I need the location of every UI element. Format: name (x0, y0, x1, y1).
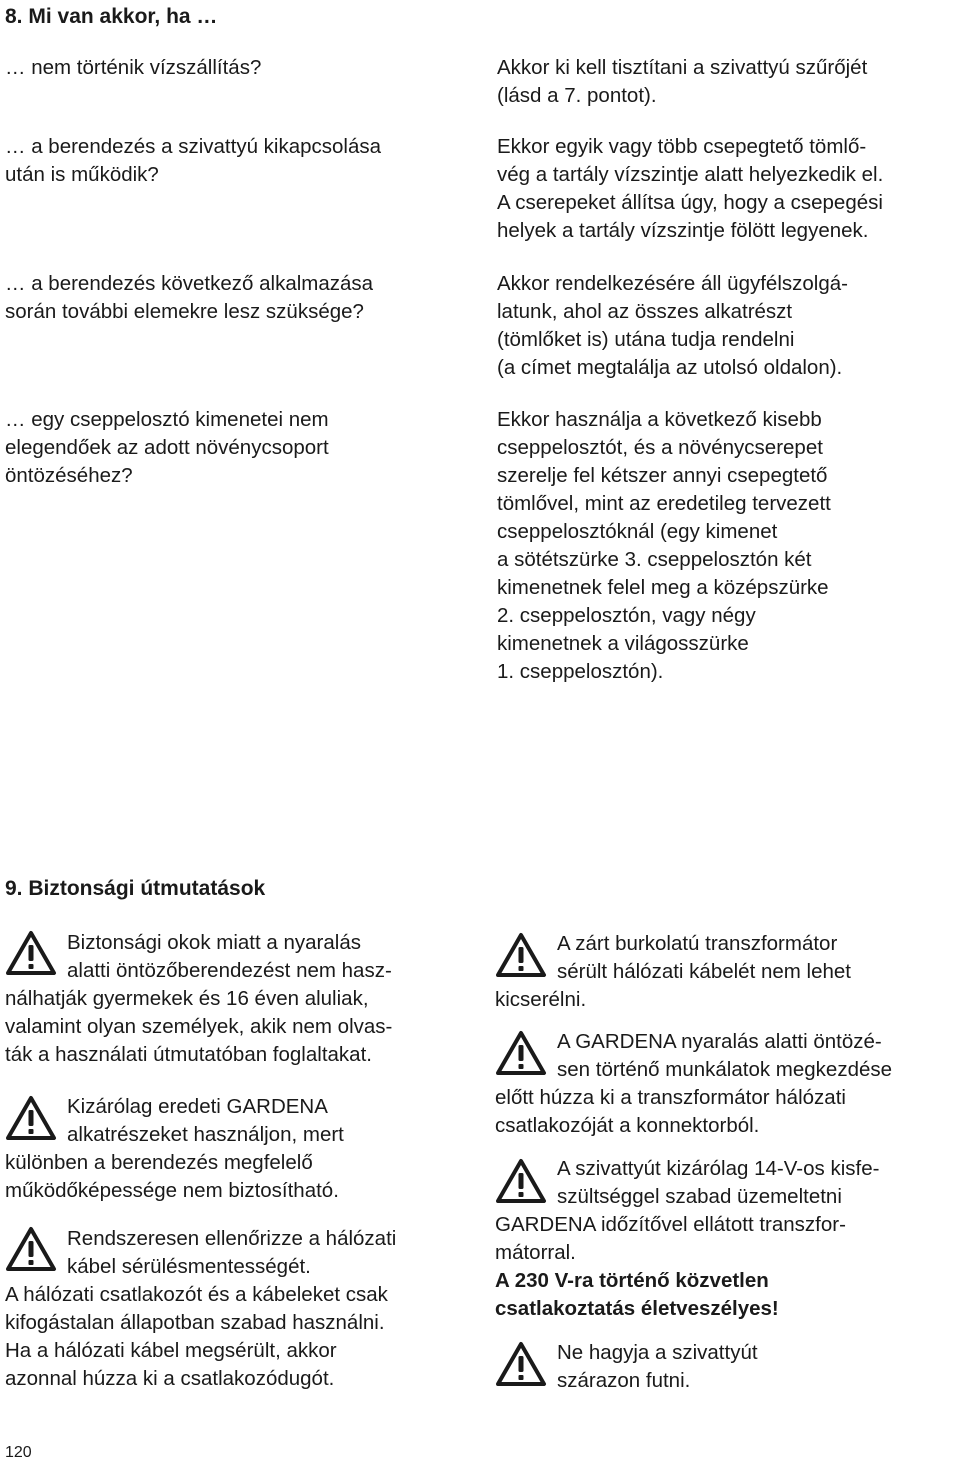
section8-heading: 8. Mi van akkor, ha … (5, 5, 218, 28)
warning-low-voltage: A szivattyút kizárólag 14-V-os kisfe- szültséggel szabad üzemeltetni GARDENA időzítővel ellátott transzfor- mátorral. A 230 V-ra történő közvetlen csatlakoztatás életveszélyes! (495, 1155, 879, 1323)
question-keeps-running: … a berendezés a szivattyú kikapcsolása után is működik? (5, 135, 382, 186)
page-number: 120 (5, 1444, 32, 1461)
warning-dry-run: Ne hagyja a szivattyút szárazon futni. (557, 1341, 758, 1392)
warning-transformer-cable: A zárt burkolatú transzformátor sérült hálózati kábelét nem lehet kicserélni. (495, 932, 852, 1011)
question-more-parts: … a berendezés következő alkalmazása során további elemekre lesz szüksége? (5, 272, 374, 323)
question-outlets: … egy cseppelosztó kimenetei nem elegendőek az adott növénycsoport öntözéséhez? (5, 408, 329, 487)
danger-bold-line: csatlakoztatás életveszélyes! (495, 1297, 779, 1320)
warning-cable-check: Rendszeresen ellenőrizze a hálózati kábel sérülésmentességét. A hálózati csatlakozót és a kábeleket csak kifogástalan állapotban szabad használni. Ha a hálózati kábel megsérült, akkor azonnal húzza ki a csatlakozódugót. (5, 1227, 397, 1390)
section9-heading: 9. Biztonsági útmutatások (5, 877, 266, 900)
warning-unplug-transformer: A GARDENA nyaralás alatti öntözé- sen történő munkálatok megkezdése előtt húzza ki a transzformátor hálózati csatlakozóját a konnektorból. (495, 1030, 893, 1137)
answer-no-water: Akkor ki kell tisztítani a szivattyú szűrőjét (lásd a 7. pontot). (497, 56, 868, 107)
answer-more-parts: Akkor rendelkezésére áll ügyfélszolgá- latunk, ahol az összes alkatrészt (tömlőket is) utána tudja rendelni (a címet megtalálja az utolsó oldalon). (497, 272, 848, 379)
warning-original-parts: Kizárólag eredeti GARDENA alkatrészeket használjon, mert különben a berendezés megfelelő működőképessége nem biztosítható. (5, 1095, 344, 1202)
question-no-water: … nem történik vízszállítás? (5, 56, 262, 79)
danger-bold-line: A 230 V-ra történő közvetlen (495, 1269, 769, 1292)
warning-children: Biztonsági okok miatt a nyaralás alatti öntözőberendezést nem hasz- nálhatják gyermekek és 16 éven aluliak, valamint olyan személyek, akik nem olvas- ták a használati útmutatóban foglaltakat. (5, 931, 393, 1066)
answer-keeps-running: Ekkor egyik vagy több csepegtető tömlő- vég a tartály vízszintje alatt helyezkedik el. A cserepeket állítsa úgy, hogy a csepegési helyek a tartály vízszintje fölött legyenek. (497, 135, 884, 242)
answer-outlets: Ekkor használja a következő kisebb cseppelosztót, és a növénycserepet szerelje fel kétszer annyi csepegtető tömlővel, mint az eredetileg tervezett cseppelosztóknál (egy kimenet a sötétszürke 3. cseppelosztón két kimenetnek felel meg a középszürke 2. cseppelosztón, vagy négy kimenetnek a világosszürke 1. cseppelosztón). (497, 408, 831, 683)
